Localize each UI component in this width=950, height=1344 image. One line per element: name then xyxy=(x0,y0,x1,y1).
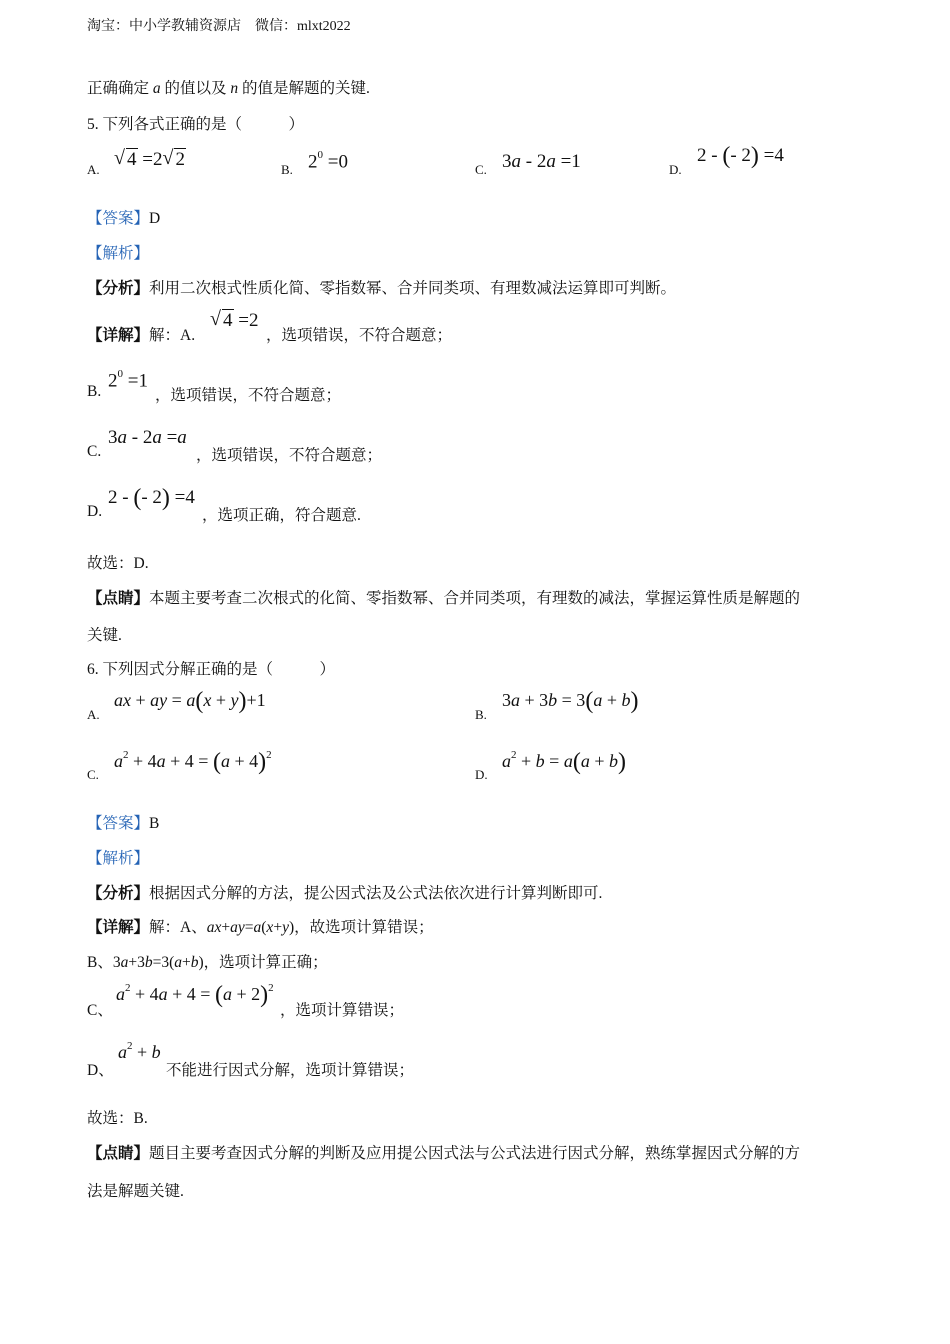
q5-xiangjie-c-tail: ，选项错误，不符合题意； xyxy=(196,447,383,464)
q5-xiangjie-a-tail: ，选项错误，不符合题意； xyxy=(266,327,453,344)
q6-xiangjie-c-expr: $a^2 + 4a + 4 = (a + 2)^2$ xyxy=(116,982,274,1008)
q6-option-d-expr: $a^2 + b = a(a + b)$ xyxy=(502,749,626,775)
q5-xiangjie-c-label: C. xyxy=(87,443,102,460)
q5-stem: 5. 下列各式正确的是（ ） xyxy=(87,116,305,133)
q5-option-b-expr: $2^0 =0$ xyxy=(308,149,348,173)
q6-option-c-expr: $a^2 + 4a + 4 = (a + 4)^2$ xyxy=(114,749,272,775)
q5-choice: 故选：D. xyxy=(87,555,149,572)
q6-option-c-label: C. xyxy=(87,767,99,782)
q5-xiangjie-b-expr: $2^0 =1$ xyxy=(108,368,148,392)
q6-xiangjie-c-tail: ，选项计算错误； xyxy=(280,1002,405,1019)
q6-option-b-label: B. xyxy=(475,707,487,722)
intro-line: 正确确定 a 的值以及 n 的值是解题的关键. xyxy=(87,80,370,97)
q6-stem: 6. 下列因式分解正确的是（ ） xyxy=(87,661,336,678)
q6-xiangjie-d-tail: 不能进行因式分解，选项计算错误； xyxy=(166,1062,415,1079)
q6-analysis-tag: 【解析】 xyxy=(87,850,150,867)
q5-answer: 【答案】D xyxy=(87,210,161,227)
q6-option-a-expr: ax + ay = a(x + y)+1 xyxy=(114,688,266,714)
q5-option-b-label: B. xyxy=(281,162,293,177)
q5-xiangjie-d-tail: ，选项正确，符合题意. xyxy=(202,507,361,524)
page-header: 淘宝：中小学教辅资源店 微信：mlxt2022 xyxy=(87,19,351,34)
q6-xiangjie-d-expr: $a^2 + b$ xyxy=(118,1040,161,1062)
q5-option-a-label: A. xyxy=(87,162,100,177)
q5-dianjing-1: 【点睛】本题主要考查二次根式的化简、零指数幂、合并同类项，有理数的减法，掌握运算性质是解题的 xyxy=(87,590,801,607)
q5-xiangjie-b-tail: ，选项错误，不符合题意； xyxy=(155,387,342,404)
q5-xiangjie-a: 【详解】解：A. xyxy=(87,327,196,344)
q5-option-c-label: C. xyxy=(475,162,487,177)
q6-xiangjie-c-label: C、 xyxy=(87,1002,113,1019)
q6-option-a-label: A. xyxy=(87,707,100,722)
q5-fenxi: 【分析】利用二次根式性质化简、零指数幂、合并同类项、有理数减法运算即可判断。 xyxy=(87,280,677,297)
q6-dianjing-1: 【点睛】题目主要考查因式分解的判断及应用提公因式法与公式法进行因式分解，熟练掌握因式分解的方 xyxy=(87,1145,801,1162)
q6-dianjing-2: 法是解题关键. xyxy=(87,1183,184,1200)
q6-xiangjie-b: B、3a+3b=3(a+b)，选项计算正确； xyxy=(87,954,328,971)
q5-option-a-expr: √ 4 =2 √ 2 xyxy=(114,147,185,170)
q5-option-d-expr: 2 - (- 2) =4 xyxy=(697,143,784,169)
q5-xiangjie-b-label: B. xyxy=(87,383,102,400)
q5-xiangjie-c-expr: 3a - 2a =a xyxy=(108,427,187,448)
q5-xiangjie-d-expr: 2 - (- 2) =4 xyxy=(108,485,195,511)
q5-xiangjie-d-label: D. xyxy=(87,503,103,520)
q5-dianjing-2: 关键. xyxy=(87,627,122,644)
q6-answer: 【答案】B xyxy=(87,815,160,832)
q6-xiangjie-a: 【详解】解：A、ax+ay=a(x+y)，故选项计算错误； xyxy=(87,919,434,936)
q6-xiangjie-d-label: D、 xyxy=(87,1062,114,1079)
q5-xiangjie-a-expr: √ 4 =2 xyxy=(210,308,259,331)
q6-choice: 故选：B. xyxy=(87,1110,148,1127)
q5-option-c-expr: 3a - 2a =1 xyxy=(502,151,581,172)
q5-analysis-tag: 【解析】 xyxy=(87,245,150,262)
q6-fenxi: 【分析】根据因式分解的方法，提公因式法及公式法依次进行计算判断即可. xyxy=(87,885,603,902)
q6-option-d-label: D. xyxy=(475,767,488,782)
q5-option-d-label: D. xyxy=(669,162,682,177)
q6-option-b-expr: 3a + 3b = 3(a + b) xyxy=(502,688,639,714)
